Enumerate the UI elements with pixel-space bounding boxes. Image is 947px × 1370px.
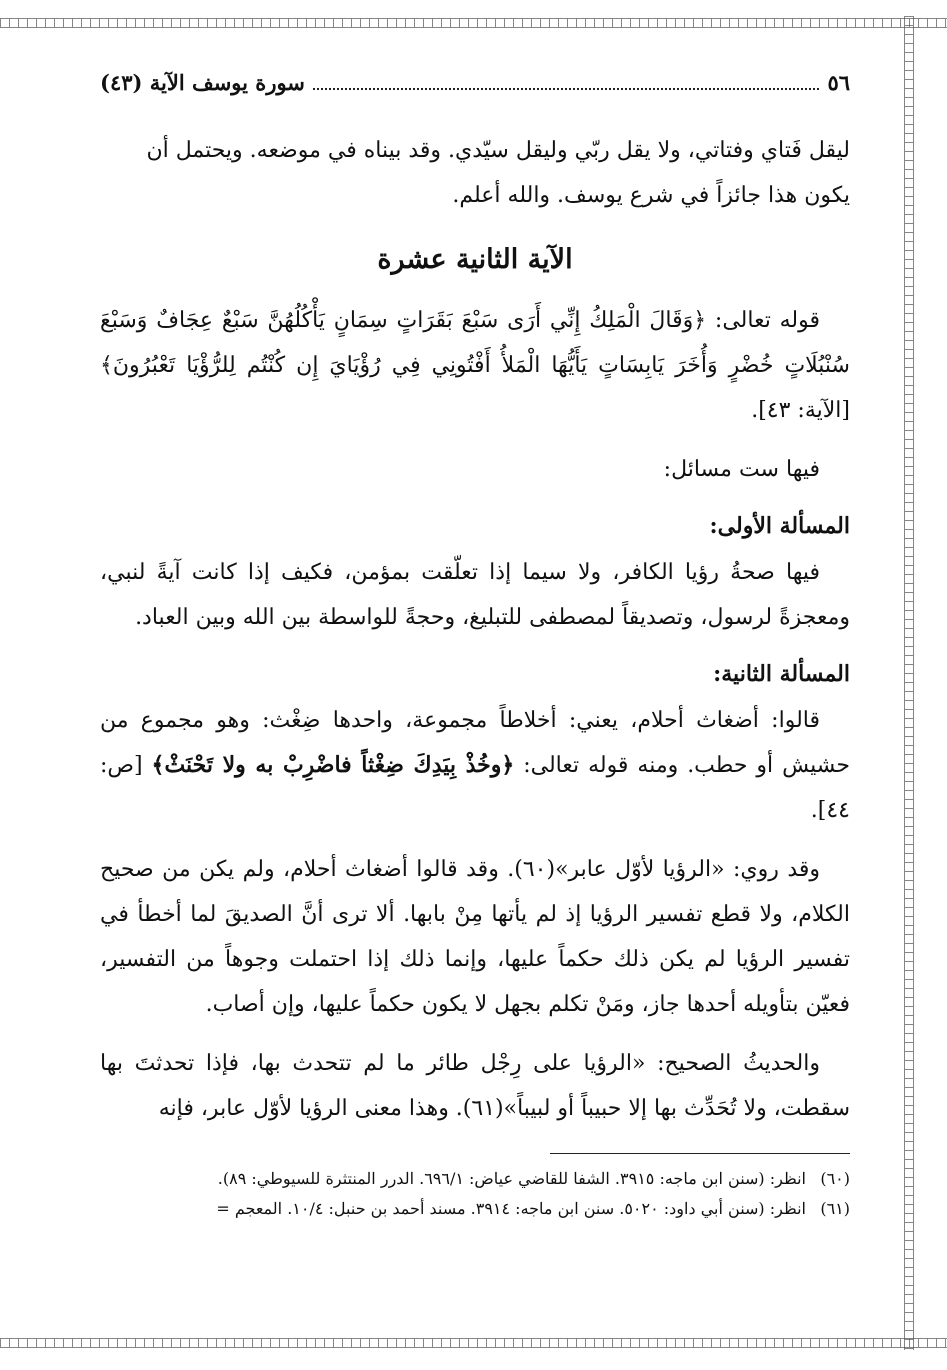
book-page [100, 70, 850, 1224]
footnote-divider [550, 1153, 850, 1154]
issues-intro: فيها ست مسائل: [663, 457, 820, 482]
running-header [100, 70, 850, 110]
issue-2-text-b: [ص: ٤٤]. [100, 753, 850, 823]
issue-1-heading: المسألة الأولى: [709, 513, 850, 539]
bottom-ornamental-border [0, 1336, 947, 1350]
footnote-text: انظر: (سنن أبي داود: ٥٠٢٠. سنن ابن ماجه: ٣٩١٤. مسند أحمد بن حنبل: ١٠/٤. المعجم = [216, 1199, 806, 1218]
running-title: سورة يوسف الآية (٤٣) [100, 70, 305, 95]
issue-2-heading: المسألة الثانية: [713, 661, 850, 687]
page-number: ٥٦ [827, 70, 850, 95]
footnote-number: (٦١) [820, 1199, 850, 1218]
section-title: الآية الثانية عشرة [377, 244, 573, 275]
issue-2-paragraph-2: وقد روي: «الرؤيا لأوّل عابر»(٦٠). وقد قالوا أضغاث أحلام، ولم يكن من صحيح الكلام، ولا قطع تفسير الرؤيا إذ لم يأتها مِنْ بابها. ألا ترى أنَّ الصديقَ لما أخطأ في تفسير الرؤيا لم يكن ذلك حكماً عليها، وإنما ذلك إذا احتملت وجوهاً من التفسير، فعيّن بتأويله أحدها جاز، ومَنْ تكلم بجهل لا يكون حكماً عليها، وإن أصاب. [100, 857, 850, 1017]
footnote-60 [100, 1164, 850, 1194]
issue-2-paragraph-3: والحديثُ الصحيح: «الرؤيا على رِجْل طائر ما لم تتحدث بها، فإذا تحدثتَ بها سقطت، ولا تُحَدِّث بها إلا حبيباً أو لبيباً»(٦١). وهذا معنى الرؤيا لأوّل عابر، فإنه [100, 1051, 850, 1121]
footnote-61 [100, 1194, 850, 1224]
issue-1-text: فيها صحةُ رؤيا الكافر، ولا سيما إذا تعلّقت بمؤمن، فكيف إذا كانت آيةً لنبي، ومعجزةً لرسول، وتصديقاً لمصطفى للتبليغ، وحجةً للواسطة بين الله وبين العباد. [100, 560, 850, 630]
intro-line-2: يكون هذا جائزاً في شرع يوسف. والله أعلم. [452, 183, 850, 208]
issue-2-paragraph-1 [100, 698, 850, 833]
footnote-text: انظر: (سنن ابن ماجه: ٣٩١٥. الشفا للقاضي عياض: ٦٩٦/١. الدرر المنتثرة للسيوطي: ٨٩). [217, 1169, 806, 1188]
intro-line-1: ليقل فَتاي وفتاتي، ولا يقل ربّي وليقل سيّدي. وقد بيناه في موضعه. ويحتمل أن [146, 138, 850, 163]
verse-paragraph: قوله تعالى: ﴿وَقَالَ الْمَلِكُ إِنِّي أَرَى سَبْعَ بَقَرَاتٍ سِمَانٍ يَأْكُلُهُنَّ سَبْعٌ عِجَافٌ وَسَبْعَ سُنْبُلَاتٍ خُضْرٍ وَأُخَرَ يَابِسَاتٍ يَأَيُّهَا الْمَلأُ أَفْتُونِي فِي رُؤْيَايَ إِن كُنْتُم لِلرُّؤْيَا تَعْبُرُونَ﴾ [الآية: ٤٣]. [100, 308, 850, 423]
right-ornamental-border [902, 16, 916, 1350]
quran-quote: ﴿وخُذْ بِيَدِكَ ضِغْثاً فاضْرِبْ به ولا تَحْنَثْ﴾ [151, 752, 515, 778]
header-dotted-leader [313, 88, 820, 90]
footnote-number: (٦٠) [820, 1169, 850, 1188]
issue-2-text-a: قالوا: أضغاث أحلام، يعني: أخلاطاً مجموعة، واحدها ضِغْث: وهو مجموع من حشيش أو حطب. ومنه قوله تعالى: [100, 708, 850, 778]
top-ornamental-border [0, 16, 947, 30]
